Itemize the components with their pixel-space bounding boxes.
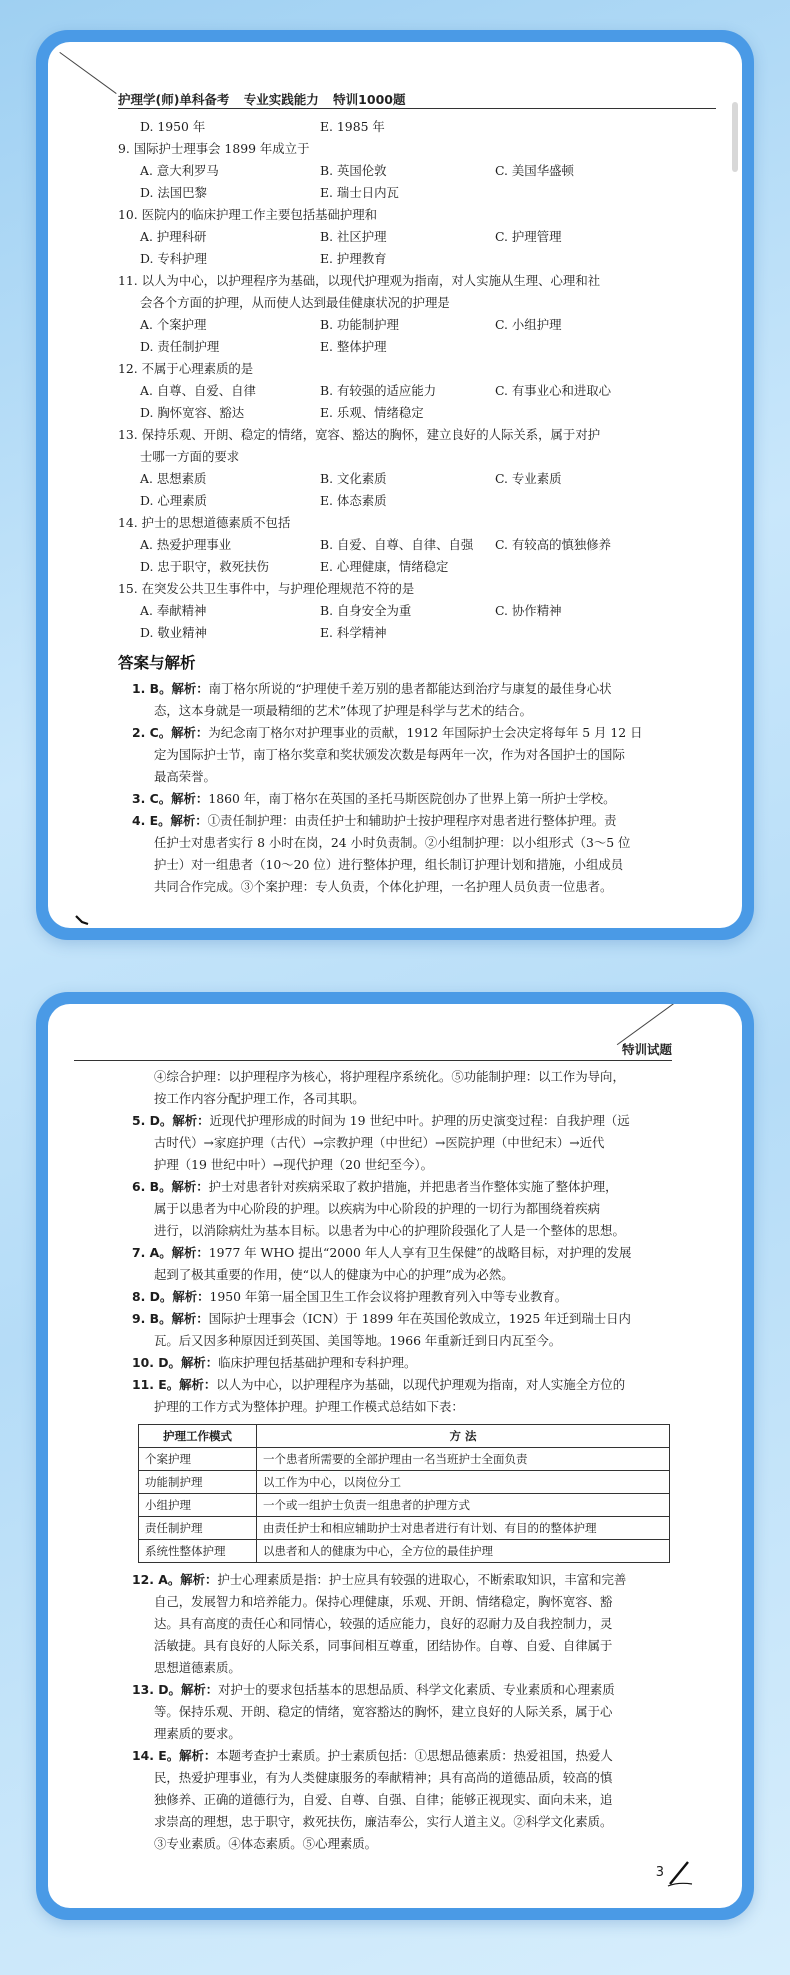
- option[interactable]: E. 瑞士日内瓦: [320, 185, 399, 200]
- answer-item: [118, 1745, 728, 1855]
- table-row: [139, 1471, 670, 1494]
- answer-label: 12. A。解析：: [132, 1572, 218, 1587]
- corner-fold-line: [617, 1004, 674, 1045]
- answer-line: [132, 1110, 728, 1132]
- book-title: 护理学(师)单科备考: [118, 92, 230, 107]
- option[interactable]: E. 护理教育: [320, 251, 387, 266]
- answer-text: 独修养、正确的道德行为，自爱、自尊、自强、自律；能够正视现实、面向未来，追: [154, 1792, 613, 1807]
- option[interactable]: C. 护理管理: [495, 229, 562, 244]
- options: [118, 160, 718, 204]
- continuation-text: [118, 1066, 728, 1110]
- answer-line: [132, 1242, 728, 1264]
- answer-text: 以人为中心，以护理程序为基础，以现代护理观为指南，对人实施全方位的: [216, 1377, 626, 1392]
- answer-text: ③专业素质。④体态素质。⑤心理素质。: [154, 1836, 378, 1851]
- answer-item: [118, 1308, 728, 1352]
- answer-label: 8. D。解析：: [132, 1289, 210, 1304]
- options: [118, 380, 718, 424]
- answer-text: 护士）对一组患者（10～20 位）进行整体护理，组长制订护理计划和措施，小组成员: [154, 857, 624, 872]
- table-cell: 由责任护士和相应辅助护士对患者进行有计划、有目的的整体护理: [257, 1517, 670, 1540]
- question-stem: 14. 护士的思想道德素质不包括: [118, 515, 291, 530]
- corner-fold-line: [59, 52, 116, 94]
- answer-text: 理素质的要求。: [154, 1726, 241, 1741]
- series-label: 特训1000题: [333, 92, 406, 107]
- answer-label: 10. D。解析：: [132, 1355, 219, 1370]
- pen-icon: [666, 1858, 694, 1888]
- answer-label: 5. D。解析：: [132, 1113, 210, 1128]
- page-1-content: [118, 116, 718, 898]
- answer-line: [132, 788, 718, 810]
- table-row: [139, 1517, 670, 1540]
- answer-item: [118, 678, 718, 722]
- option[interactable]: D. 专科护理: [140, 251, 207, 266]
- option[interactable]: D. 心理素质: [140, 493, 207, 508]
- page-2: [48, 1004, 742, 1908]
- answer-label: 7. A。解析：: [132, 1245, 209, 1260]
- option[interactable]: B. 自身安全为重: [320, 603, 412, 618]
- answer-text: 进行，以消除病灶为基本目标。以患者为中心的护理阶段强化了人是一个整体的思想。: [154, 1223, 625, 1238]
- answer-text: 本题考查护士素质。护士素质包括：①思想品德素质：热爱祖国，热爱人: [216, 1748, 613, 1763]
- option[interactable]: B. 英国伦敦: [320, 163, 387, 178]
- pen-stroke-icon: [74, 914, 90, 926]
- answer-item: [118, 1286, 728, 1308]
- option[interactable]: E. 整体护理: [320, 339, 387, 354]
- text-line: 按工作内容分配护理工作，各司其职。: [154, 1091, 365, 1106]
- table-row: [139, 1540, 670, 1563]
- option[interactable]: C. 有事业心和进取心: [495, 383, 612, 398]
- answer-item: [118, 1242, 728, 1286]
- option[interactable]: C. 协作精神: [495, 603, 562, 618]
- option[interactable]: D. 责任制护理: [140, 339, 220, 354]
- text-line: ④综合护理：以护理程序为核心，将护理程序系统化。⑤功能制护理：以工作为导向，: [154, 1069, 625, 1084]
- answer-item: [118, 788, 718, 810]
- answer-label: 6. B。解析：: [132, 1179, 209, 1194]
- answer-text: 古时代）→家庭护理（古代）→宗教护理（中世纪）→医院护理（中世纪末）→近代: [154, 1135, 605, 1150]
- answer-text: 态，这本身就是一项最精细的艺术”体现了护理是科学与艺术的结合。: [154, 703, 533, 718]
- answer-line: [132, 1352, 728, 1374]
- table-cell: 小组护理: [139, 1494, 257, 1517]
- page-number: 3: [655, 1865, 664, 1880]
- answer-text: 护士心理素质是指：护士应具有较强的进取心，不断索取知识，丰富和完善: [217, 1572, 627, 1587]
- answer-text: 护理（19 世纪中叶）→现代护理（20 世纪至今）。: [154, 1157, 434, 1172]
- answer-line: [132, 722, 718, 744]
- answer-label: 4. E。解析：: [132, 813, 208, 828]
- option[interactable]: A. 热爱护理事业: [140, 537, 232, 552]
- answer-item: [118, 1352, 728, 1374]
- option[interactable]: C. 有较高的慎独修养: [495, 537, 612, 552]
- option[interactable]: B. 功能制护理: [320, 317, 399, 332]
- answer-item: [118, 1374, 728, 1418]
- option[interactable]: D. 1950 年: [140, 119, 206, 134]
- table-row: [139, 1448, 670, 1471]
- option[interactable]: C. 美国华盛顿: [495, 163, 574, 178]
- question: [118, 358, 718, 424]
- top-options: [118, 116, 718, 138]
- option[interactable]: D. 敬业精神: [140, 625, 207, 640]
- answer-text: 1950 年第一届全国卫生工作会议将护理教育列入中等专业教育。: [209, 1289, 568, 1304]
- answer-label: 11. E。解析：: [132, 1377, 217, 1392]
- table-row: [139, 1494, 670, 1517]
- options: [118, 534, 718, 578]
- options: [118, 600, 718, 644]
- answer-list: [118, 1110, 728, 1418]
- option[interactable]: A. 思想素质: [140, 471, 207, 486]
- answer-line: [132, 1286, 728, 1308]
- question: [118, 204, 718, 270]
- answer-line: [132, 678, 718, 700]
- answer-item: [118, 1176, 728, 1242]
- answer-item: [118, 810, 718, 898]
- answer-text: 共同合作完成。③个案护理：专人负责，个体化护理，一名护理人员负责一位患者。: [154, 879, 613, 894]
- answer-text: 自己，发展智力和培养能力。保持心理健康，乐观、开朗、情绪稳定，胸怀宽容、豁: [154, 1594, 613, 1609]
- question-stem: 13. 保持乐观、开朗、稳定的情绪，宽容、豁达的胸怀，建立良好的人际关系，属于对护: [118, 427, 601, 442]
- page-frame-2: [36, 992, 754, 1920]
- answer-text: 求崇高的理想，忠于职守，救死扶伤，廉洁奉公，实行人道主义。②科学文化素质。: [154, 1814, 613, 1829]
- question-stem: 9. 国际护士理事会 1899 年成立于: [118, 141, 310, 156]
- options: [118, 468, 718, 512]
- answer-item: [118, 1569, 728, 1679]
- answer-line: [132, 1374, 728, 1396]
- nursing-mode-table: [138, 1424, 670, 1563]
- option[interactable]: D. 忠于职守，救死扶伤: [140, 559, 269, 574]
- question-stem: 会各个方面的护理，从而使人达到最佳健康状况的护理是: [140, 295, 450, 310]
- answer-text: 护理的工作方式为整体护理。护理工作模式总结如下表：: [154, 1399, 464, 1414]
- option[interactable]: D. 法国巴黎: [140, 185, 207, 200]
- answer-label: 13. D。解析：: [132, 1682, 219, 1697]
- answer-line: [132, 810, 718, 832]
- table-cell: 功能制护理: [139, 1471, 257, 1494]
- question-stem: 士哪一方面的要求: [140, 449, 240, 464]
- answer-text: 民，热爱护理事业，有为人类健康服务的奉献精神；具有高尚的道德品质，较高的慎: [154, 1770, 613, 1785]
- table-header: 护理工作模式: [139, 1425, 257, 1448]
- answer-item: [118, 1110, 728, 1176]
- option[interactable]: C. 专业素质: [495, 471, 562, 486]
- section-label: 特训试题: [621, 1042, 672, 1057]
- answers-title: 答案与解析: [118, 654, 196, 672]
- table-cell: 一个或一组护士负责一组患者的护理方式: [257, 1494, 670, 1517]
- question: [118, 138, 718, 204]
- answer-text: 起到了极其重要的作用，使“以人的健康为中心的护理”成为必然。: [154, 1267, 514, 1282]
- answer-item: [118, 1679, 728, 1745]
- answer-list: [118, 1569, 728, 1855]
- answer-text: 护士对患者针对疾病采取了救护措施，并把患者当作整体实施了整体护理，: [208, 1179, 618, 1194]
- option[interactable]: B. 社区护理: [320, 229, 387, 244]
- question-list: [118, 138, 718, 644]
- answer-label: 14. E。解析：: [132, 1748, 217, 1763]
- answer-line: [132, 1308, 728, 1330]
- answer-line: [132, 1569, 728, 1591]
- option[interactable]: B. 文化素质: [320, 471, 387, 486]
- question-stem: 11. 以人为中心，以护理程序为基础，以现代护理观为指南，对人实施从生理、心理和社: [118, 273, 601, 288]
- question: [118, 424, 718, 512]
- answer-text: 南丁格尔所说的“护理使千差万别的患者都能达到治疗与康复的最佳身心状: [208, 681, 612, 696]
- answer-text: 近现代护理形成的时间为 19 世纪中叶。护理的历史演变过程：自我护理（远: [209, 1113, 630, 1128]
- answer-text: 1977 年 WHO 提出“2000 年人人享有卫生保健”的战略目标，对护理的发展: [208, 1245, 632, 1260]
- option[interactable]: E. 乐观、情绪稳定: [320, 405, 424, 420]
- answer-text: 对护士的要求包括基本的思想品质、科学文化素质、专业素质和心理素质: [218, 1682, 615, 1697]
- answer-label: 9. B。解析：: [132, 1311, 209, 1326]
- answer-text: ①责任制护理：由责任护士和辅助护士按护理程序对患者进行整体护理。责: [207, 813, 617, 828]
- answer-text: 任护士对患者实行 8 小时在岗，24 小时负责制。②小组制护理：以小组形式（3～5 位: [154, 835, 631, 850]
- question-stem: 15. 在突发公共卫生事件中，与护理伦理规范不符的是: [118, 581, 415, 596]
- question-stem: 10. 医院内的临床护理工作主要包括基础护理和: [118, 207, 378, 222]
- page-1: [48, 42, 742, 928]
- answer-text: 达。具有高度的责任心和同情心，较强的适应能力，良好的忍耐力及自我控制力，灵: [154, 1616, 613, 1631]
- answer-text: 瓦。后又因多种原因迁到英国、美国等地。1966 年重新迁到日内瓦至今。: [154, 1333, 562, 1348]
- option[interactable]: E. 科学精神: [320, 625, 387, 640]
- question-stem: 12. 不属于心理素质的是: [118, 361, 254, 376]
- answer-text: 国际护士理事会（ICN）于 1899 年在英国伦敦成立，1925 年迁到瑞士日内: [208, 1311, 631, 1326]
- answer-line: [132, 1176, 728, 1198]
- option[interactable]: A. 自尊、自爱、自律: [140, 383, 256, 398]
- answer-label: 3. C。解析：: [132, 791, 209, 806]
- option[interactable]: E. 体态素质: [320, 493, 387, 508]
- option[interactable]: E. 1985 年: [320, 119, 385, 134]
- running-header: [74, 1040, 672, 1061]
- answer-line: [132, 1745, 728, 1767]
- option[interactable]: A. 护理科研: [140, 229, 207, 244]
- answer-text: 活敏捷。具有良好的人际关系，同事间相互尊重，团结协作。自尊、自爱、自律属于: [154, 1638, 613, 1653]
- answer-text: 最高荣誉。: [154, 769, 216, 784]
- question: [118, 270, 718, 358]
- option[interactable]: B. 有较强的适应能力: [320, 383, 437, 398]
- table-cell: 责任制护理: [139, 1517, 257, 1540]
- subject-label: 专业实践能力: [243, 92, 319, 107]
- table-cell: 系统性整体护理: [139, 1540, 257, 1563]
- answer-text: 定为国际护士节，南丁格尔奖章和奖状颁发次数是每两年一次，作为对各国护士的国际: [154, 747, 625, 762]
- answer-list: [118, 678, 718, 898]
- option[interactable]: C. 小组护理: [495, 317, 562, 332]
- answer-item: [118, 722, 718, 788]
- page-2-content: [118, 1066, 728, 1855]
- question: [118, 578, 718, 644]
- answer-text: 为纪念南丁格尔对护理事业的贡献，1912 年国际护士会决定将每年 5 月 12 日: [208, 725, 643, 740]
- answer-text: 等。保持乐观、开朗、稳定的情绪，宽容豁达的胸怀，建立良好的人际关系，属于心: [154, 1704, 613, 1719]
- option[interactable]: E. 心理健康，情绪稳定: [320, 559, 449, 574]
- option[interactable]: A. 个案护理: [140, 317, 207, 332]
- page-frame-1: [36, 30, 754, 940]
- answer-line: [132, 1679, 728, 1701]
- table-cell: 以工作为中心，以岗位分工: [257, 1471, 670, 1494]
- option[interactable]: D. 胸怀宽容、豁达: [140, 405, 245, 420]
- answer-text: 1860 年，南丁格尔在英国的圣托马斯医院创办了世界上第一所护士学校。: [208, 791, 616, 806]
- table-cell: 以患者和人的健康为中心，全方位的最佳护理: [257, 1540, 670, 1563]
- running-header: [118, 90, 716, 109]
- answer-label: 2. C。解析：: [132, 725, 209, 740]
- option[interactable]: A. 奉献精神: [140, 603, 207, 618]
- option[interactable]: B. 自爱、自尊、自律、自强: [320, 537, 474, 552]
- option[interactable]: A. 意大利罗马: [140, 163, 219, 178]
- table-cell: 个案护理: [139, 1448, 257, 1471]
- answer-text: 思想道德素质。: [154, 1660, 241, 1675]
- table-header: 方 法: [257, 1425, 670, 1448]
- options: [118, 314, 718, 358]
- question: [118, 512, 718, 578]
- scrollbar[interactable]: [732, 102, 738, 172]
- table-cell: 一个患者所需要的全部护理由一名当班护士全面负责: [257, 1448, 670, 1471]
- answer-label: 1. B。解析：: [132, 681, 209, 696]
- answer-text: 临床护理包括基础护理和专科护理。: [218, 1355, 417, 1370]
- answer-text: 属于以患者为中心阶段的护理。以疾病为中心阶段的护理的一切行为都围绕着疾病: [154, 1201, 601, 1216]
- options: [118, 226, 718, 270]
